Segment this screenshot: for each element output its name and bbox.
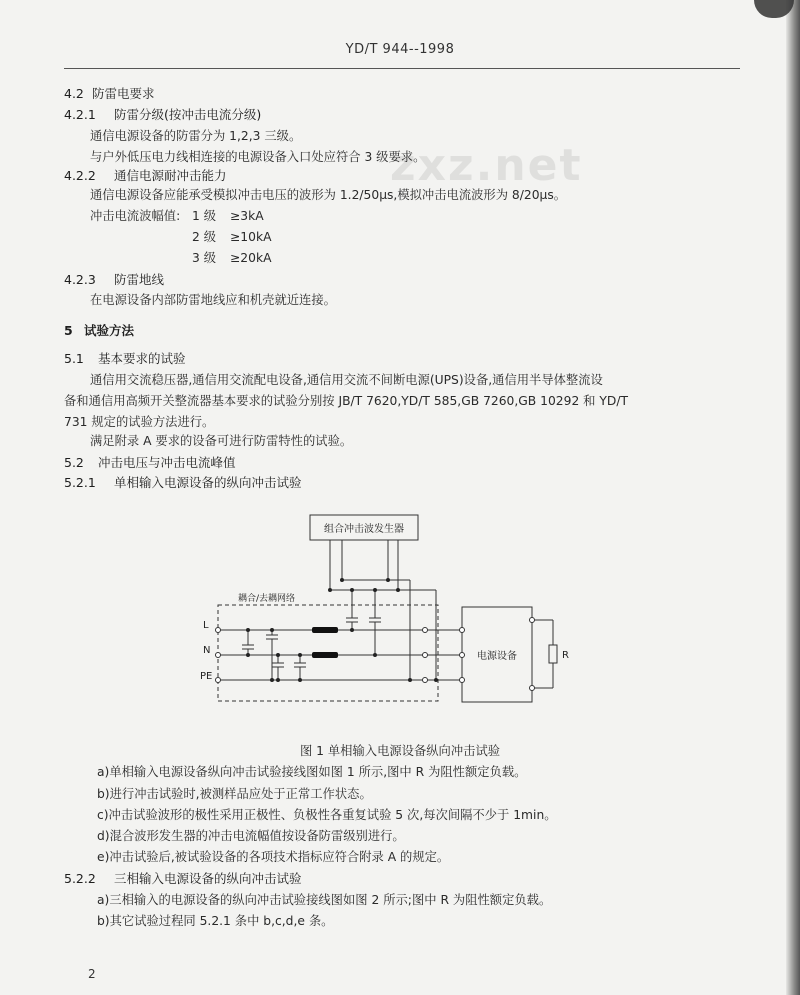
level-2: 2 级 ≥10kA: [192, 230, 272, 244]
section-title: 基本要求的试验: [98, 351, 186, 366]
level-1: 1 级 ≥3kA: [192, 209, 264, 223]
section-number: 5.2: [64, 455, 84, 470]
doc-header: YD/T 944--1998: [345, 42, 455, 57]
paragraph: 通信电源设备应能承受模拟冲击电压的波形为 1.2/50μs,模拟冲击电流波形为 8/20μs。: [90, 188, 567, 202]
inductor-L: [312, 627, 338, 633]
section-number: 5.2.1: [64, 475, 96, 490]
section-title: 通信电源耐冲击能力: [114, 168, 227, 183]
resistor: [549, 645, 557, 663]
section-title: 防雷分级(按冲击电流分级): [114, 107, 262, 122]
resistor-label: R: [562, 650, 569, 661]
figure-1-caption: 图 1 单相输入电源设备纵向冲击试验: [299, 744, 501, 758]
section-title: 防雷地线: [114, 272, 165, 287]
watermark: zxz.net: [390, 140, 583, 191]
list-item: a)单相输入电源设备纵向冲击试验接线图如图 1 所示,图中 R 为阻性额定负载。: [97, 765, 527, 779]
paragraph: 备和通信用高频开关整流器基本要求的试验分别按 JB/T 7620,YD/T 585,GB 7260,GB 10292 和 YD/T: [64, 394, 629, 408]
equipment-label: 电源设备: [477, 651, 517, 662]
section-title: 冲击电压与冲击电流峰值: [98, 455, 236, 470]
section-number: 4.2.1: [64, 107, 96, 122]
list-item: a)三相输入的电源设备的纵向冲击试验接线图如图 2 所示;图中 R 为阻性额定负载。: [97, 893, 552, 907]
line-PE-label: PE: [200, 671, 213, 682]
paragraph: 在电源设备内部防雷地线应和机壳就近连接。: [90, 293, 336, 307]
section-title: 试验方法: [84, 323, 135, 338]
paragraph: 731 规定的试验方法进行。: [64, 415, 215, 429]
section-5-2-2: [64, 871, 302, 887]
generator-label: 组合冲击波发生器: [324, 524, 404, 535]
section-title: 防雷电要求: [92, 86, 155, 101]
page-number: 2: [88, 967, 96, 981]
list-item: e)冲击试验后,被试验设备的各项技术指标应符合附录 A 的规定。: [97, 850, 450, 864]
list-item: c)冲击试验波形的极性采用正极性、负极性各重复试验 5 次,每次间隔不少于 1min。: [97, 808, 557, 822]
section-number: 5: [64, 323, 73, 338]
section-title: 三相输入电源设备的纵向冲击试验: [114, 871, 302, 886]
inductor-N: [312, 652, 338, 658]
paragraph: 通信电源设备的防雷分为 1,2,3 三级。: [90, 129, 302, 143]
list-item: d)混合波形发生器的冲击电流幅值按设备防雷级别进行。: [97, 829, 405, 843]
line-L-label: L: [203, 620, 209, 631]
section-number: 4.2: [64, 86, 84, 101]
paragraph: 通信用交流稳压器,通信用交流配电设备,通信用交流不间断电源(UPS)设备,通信用半导体整流设: [90, 373, 603, 387]
section-number: 4.2.2: [64, 168, 96, 183]
paragraph: 与户外低压电力线相连接的电源设备入口处应符合 3 级要求。: [90, 150, 426, 164]
level-3: 3 级 ≥20kA: [192, 251, 272, 265]
section-number: 5.1: [64, 351, 84, 366]
line-N-label: N: [203, 645, 211, 656]
amplitude-label: 冲击电流波幅值:: [90, 209, 181, 223]
network-label: 耦合/去耦网络: [238, 594, 296, 604]
section-number: 5.2.2: [64, 871, 96, 886]
section-title: 单相输入电源设备的纵向冲击试验: [114, 475, 302, 490]
list-item: b)其它试验过程同 5.2.1 条中 b,c,d,e 条。: [97, 914, 334, 928]
list-item: b)进行冲击试验时,被测样品应处于正常工作状态。: [97, 787, 372, 801]
paragraph: 满足附录 A 要求的设备可进行防雷特性的试验。: [90, 434, 353, 448]
section-number: 4.2.3: [64, 272, 96, 287]
